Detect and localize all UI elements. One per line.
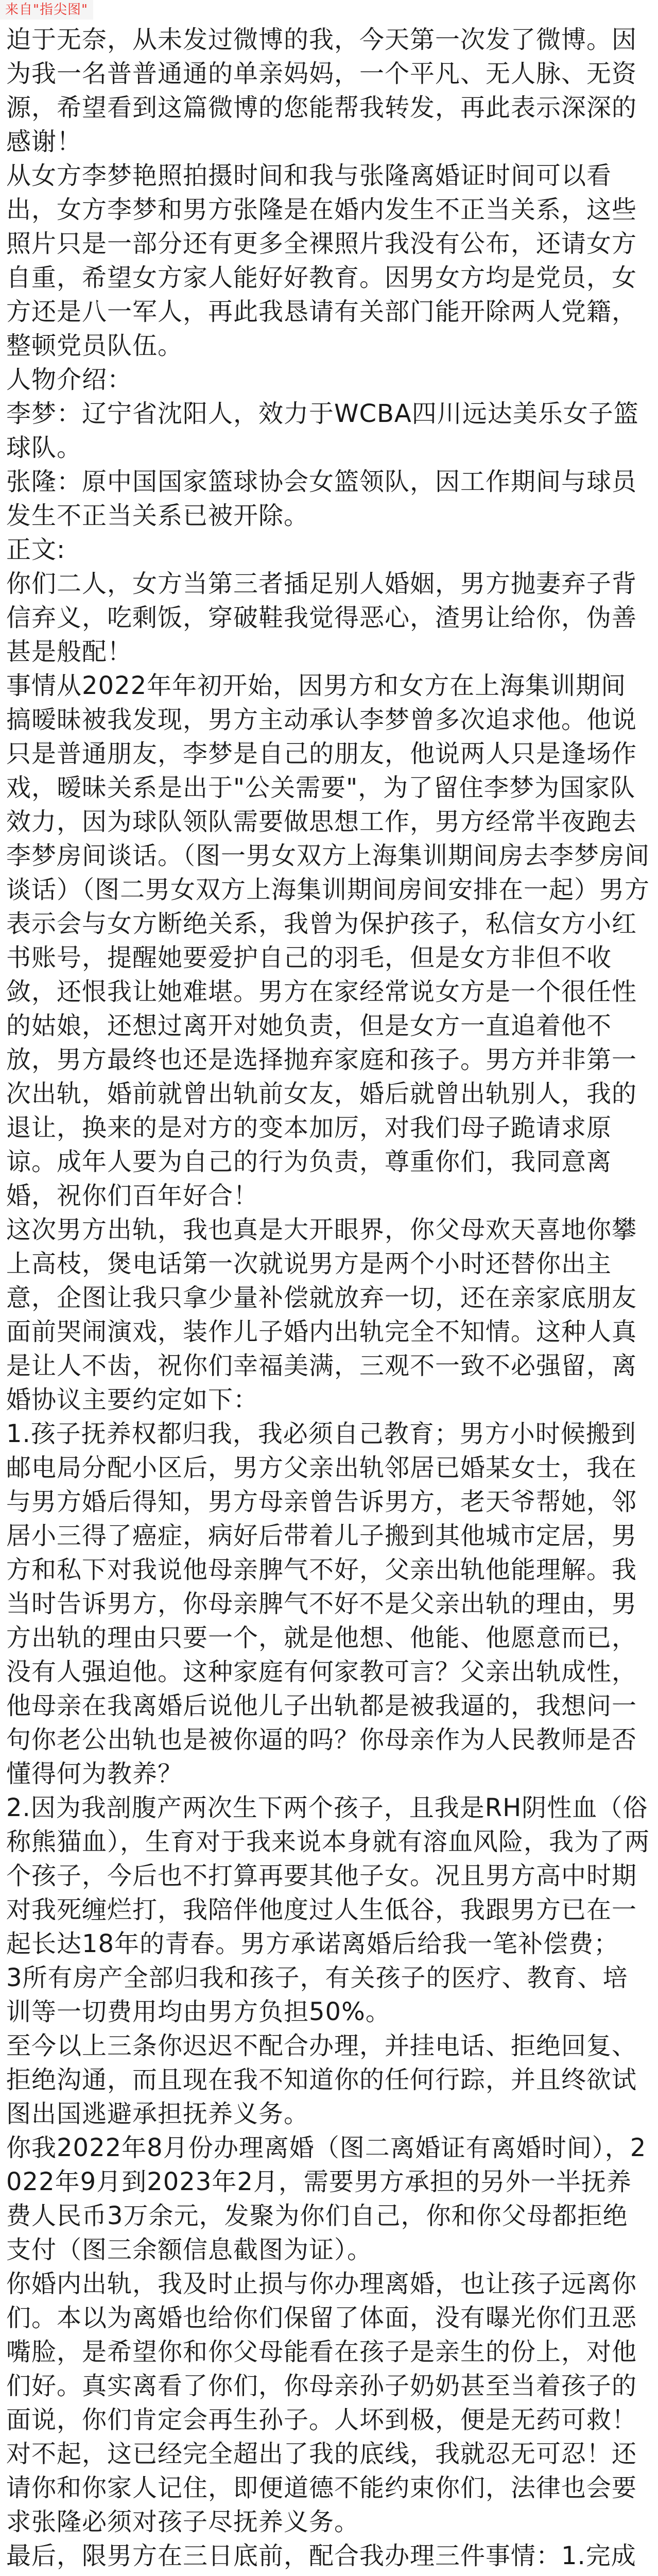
agreement-item: 3所有房产全部归我和孩子，有关孩子的医疗、教育、培训等一切费用均由男方负担50%。 — [6, 1963, 628, 2026]
body-paragraph: 你我2022年8月份办理离婚（图二离婚证有离婚时间），2022年9月到2023年2月，需要男方承担的另外一半抚养费人民币3万余元，发聚为你们自己，你和你父母都拒绝支付（图三余额信息截图为证）。 — [6, 2133, 647, 2264]
people-heading: 人物介绍： — [6, 365, 133, 394]
summary-paragraph: 从女方李梦艳照拍摄时间和我与张隆离婚证时间可以看出，女方李梦和男方张隆是在婚内发生不正当关系，这些照片只是一部分还有更多全裸照片我没有公布，还请女方自重，希望女方家人能好好教育。因男女方均是党员，女方还是八一军人，再此我恳请有关部门能开除两人党籍，整顿党员队伍。 — [6, 161, 637, 360]
body-heading: 正文: — [6, 535, 66, 564]
body-paragraph: 最后，限男方在三日底前，配合我办理三件事情：1.完成 — [6, 2541, 636, 2570]
body-paragraph: 事情从2022年年初开始，因男方和女方在上海集训期间搞暧昧被我发现，男方主动承认李梦曾多次追求他。他说只是普通朋友，李梦是自己的朋友，他说两人只是逢场作戏，暧昧关系是出于"公关需要"，为了留住李梦为国家队效力，因为球队领队需要做思想工作，男方经常半夜跑去李梦房间谈话。（图一男女双方上海集训期间房去李梦房间谈话）（图二男女双方上海集训期间房间安排在一起）男方表示会与女方断绝关系，我曾为保护孩子，私信女方小红书账号，提醒她要爱护自己的羽毛，但是女方非但不收敛，还恨我让她难堪。男方在家经常说女方是一个很任性的姑娘，还想过离开对她负责，但是女方一直追着他不放，男方最终也还是选择抛弃家庭和孩子。男方并非第一次出轨，婚前就曾出轨前女友，婚后就曾出轨别人，我的退让，换来的是对方的变本加厉，对我们母子跪请求原谅。成年人要为自己的行为负责，尊重你们，我同意离婚，祝你们百年好合！ — [6, 671, 650, 1210]
intro-paragraph: 迫于无奈，从未发过微博的我，今天第一次发了微博。因为我一名普普通通的单亲妈妈，一个平凡、无人脉、无资源，希望看到这篇微博的您能帮我转发，再此表示深深的感谢！ — [6, 25, 637, 156]
body-paragraph: 这次男方出轨，我也真是大开眼界，你父母欢天喜地你攀上高枝，煲电话第一次就说男方是两个小时还替你出主意，企图让我只拿少量补偿就放弃一切，还在亲家底朋友面前哭闹演戏，装作儿子婚内出轨完全不知情。这种人真是让人不齿，祝你们幸福美满，三观不一致不必强留，离婚协议主要约定如下： — [6, 1215, 637, 1414]
body-paragraph: 至今以上三条你迟迟不配合办理，并挂电话、拒绝回复、拒绝沟通，而且现在我不知道你的任何行踪，并且终欲试图出国逃避承担抚养义务。 — [6, 2031, 637, 2128]
body-paragraph: 你婚内出轨，我及时止损与你办理离婚，也让孩子远离你们。本以为离婚也给你们保留了体面，没有曝光你们丑恶嘴脸，是希望你和你父母能看在孩子是亲生的份上，对他们好。真实离看了你们，你母亲孙子奶奶甚至当着孩子的面说，你们肯定会再生孙子。人坏到极，便是无药可救！对不起，这已经完全超出了我的底线，我就忍无可忍！还请你和你家人记住，即便道德不能约束你们，法律也会要求张隆必须对孩子尽抚养义务。 — [6, 2269, 637, 2536]
body-paragraph: 你们二人，女方当第三者插足别人婚姻，男方抛妻弃子背信弃义，吃剩饭，穿破鞋我觉得恶心，渣男让给你，伪善甚是般配！ — [6, 569, 637, 666]
agreement-item: 2.因为我剖腹产两次生下两个孩子，且我是RH阴性血（俗称熊猫血），生育对于我来说本身就有溶血风险，我为了两个孩子，今后也不打算再要其他子女。况且男方高中时期对我死缠烂打，我陪伴他度过人生低谷，我跟男方已在一起长达18年的青春。男方承诺离婚后给我一笔补偿费； — [6, 1793, 650, 1958]
post-article — [6, 23, 650, 2576]
person-li-meng: 李梦：辽宁省沈阳人，效力于WCBA四川远达美乐女子篮球队。 — [6, 399, 639, 462]
source-tag[interactable]: 来自"指尖图" — [0, 0, 93, 20]
person-zhang-long: 张隆：原中国国家篮球协会女篮领队，因工作期间与球员发生不正当关系已被开除。 — [6, 467, 637, 530]
agreement-item: 1.孩子抚养权都归我，我必须自己教育；男方小时候搬到邮电局分配小区后，男方父亲出轨邻居已婚某女士，我在与男方婚后得知，男方母亲曾告诉男方，老天爷帮她，邻居小三得了癌症，病好后带着儿子搬到其他城市定居，男方和私下对我说他母亲脾气不好，父亲出轨他能理解。我当时告诉男方，你母亲脾气不好不是父亲出轨的理由，男方出轨的理由只要一个，就是他想、他能、他愿意而已，没有人强迫他。这种家庭有何家教可言？父亲出轨成性，他母亲在我离婚后说他儿子出轨都是被我逼的，我想问一句你老公出轨也是被你逼的吗？你母亲作为人民教师是否懂得何为教养？ — [6, 1419, 637, 1788]
